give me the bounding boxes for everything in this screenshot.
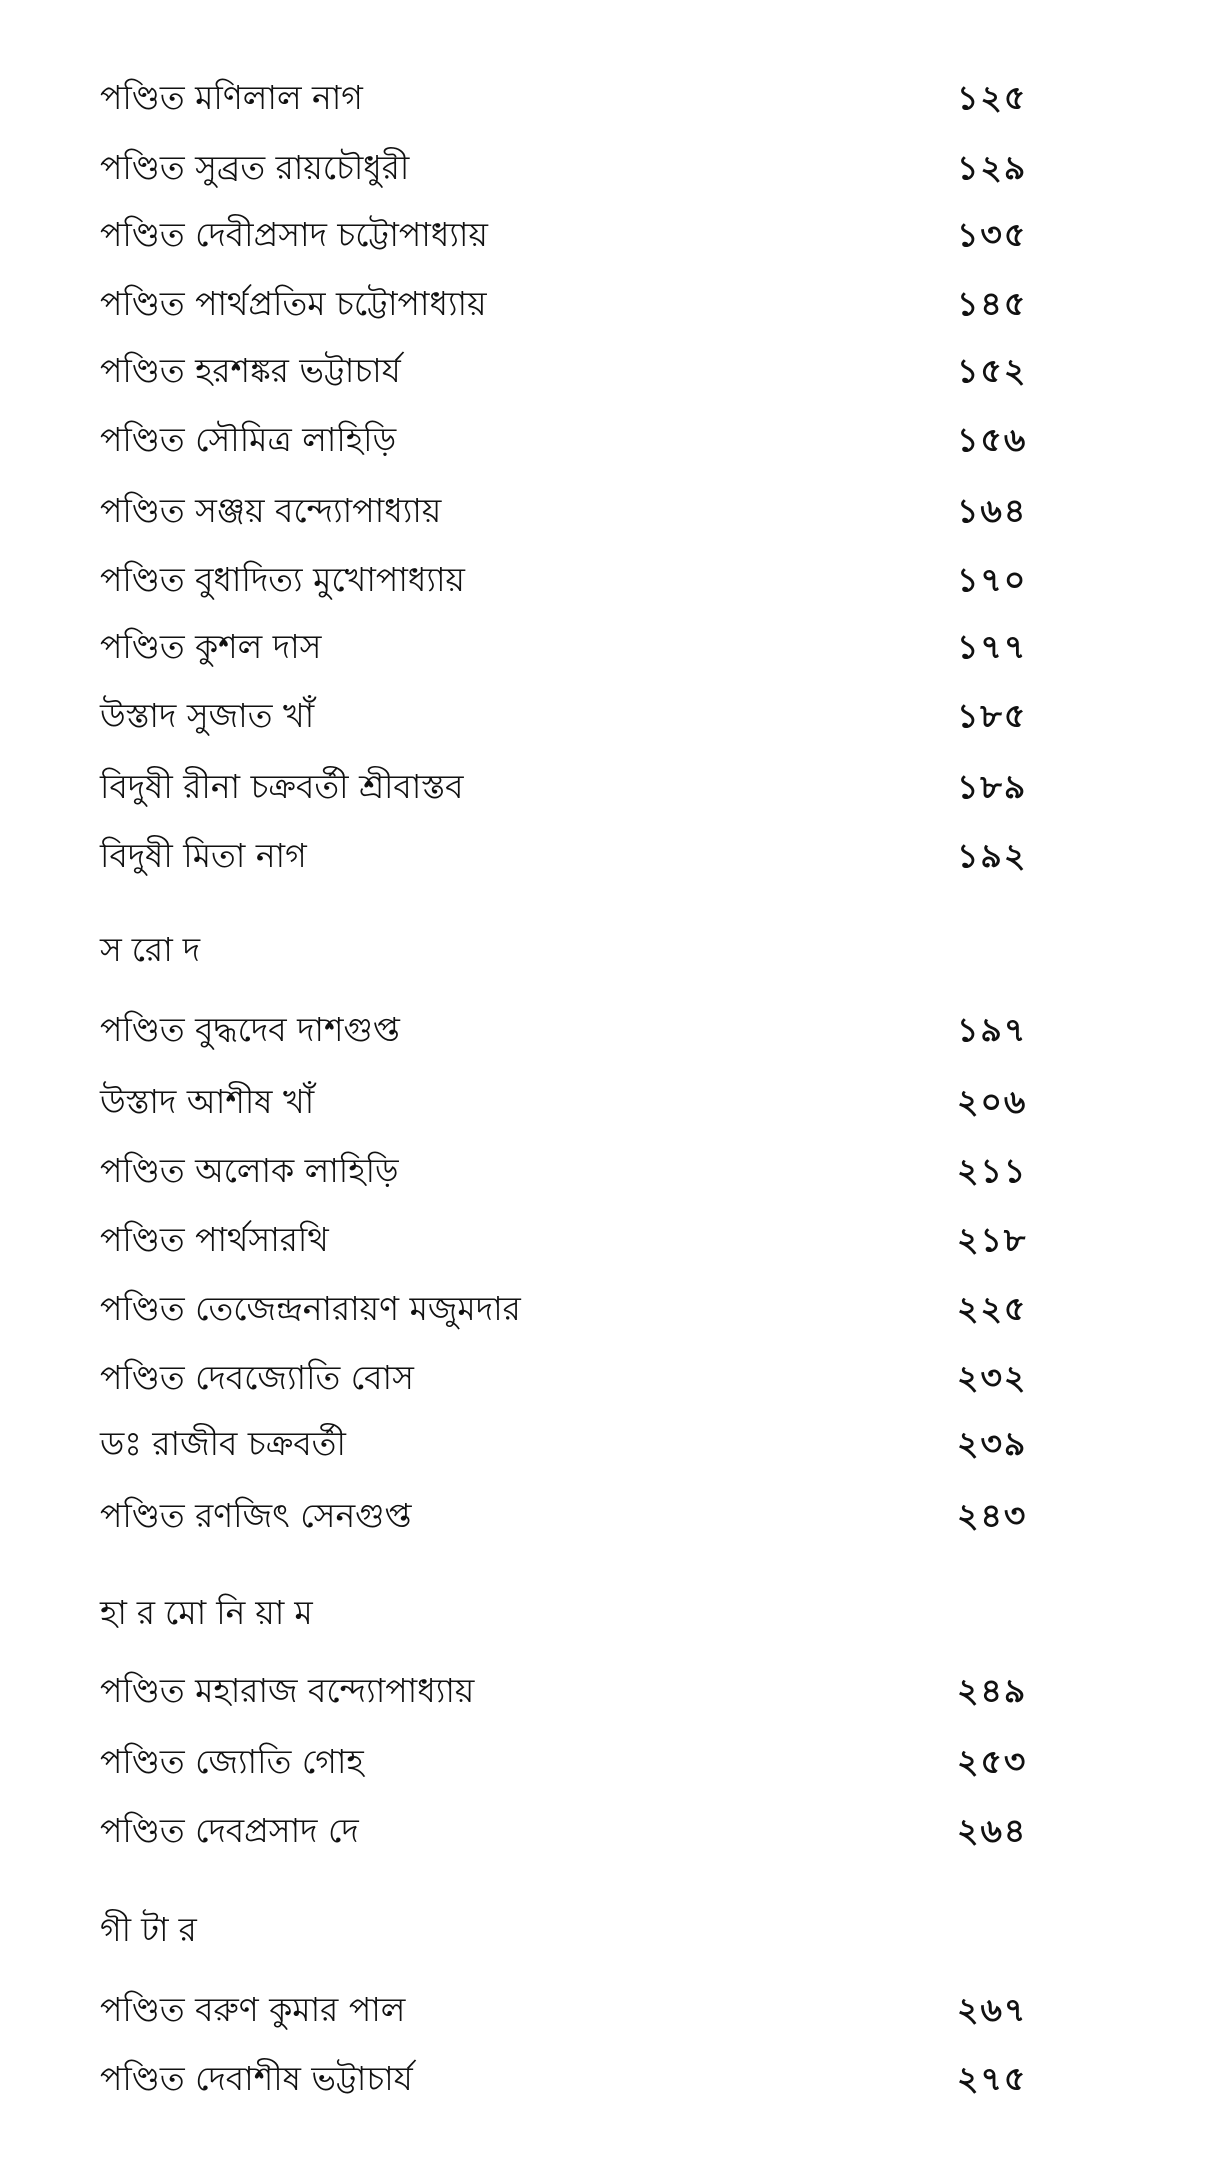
- entry-page-number: ২৭৫: [957, 2059, 1028, 2098]
- toc-entry: [100, 1007, 1060, 1057]
- toc-entry: [100, 1739, 1060, 1789]
- toc-entry: [100, 75, 1060, 125]
- entry-page-number: ১৫৬: [957, 420, 1028, 459]
- entry-name: পণ্ডিত মণিলাল নাগ: [100, 78, 363, 117]
- entry-name: পণ্ডিত বরুণ কুমার পাল: [100, 1990, 406, 2029]
- entry-page-number: ১৯২: [957, 836, 1028, 875]
- section-heading: সরোদ: [100, 930, 211, 969]
- entry-name: উস্তাদ আশীষ খাঁ: [100, 1082, 315, 1121]
- entry-name: পণ্ডিত দেবপ্রসাদ দে: [100, 1811, 359, 1850]
- entry-page-number: ২১১: [957, 1151, 1028, 1190]
- entry-page-number: ১২৫: [957, 78, 1028, 117]
- entry-page-number: ১৮৫: [957, 696, 1028, 735]
- entry-name: পণ্ডিত জ্যোতি গোহ: [100, 1742, 364, 1781]
- entry-page-number: ২৬৭: [957, 1990, 1028, 2029]
- toc-entry: [100, 488, 1060, 538]
- entry-page-number: ১২৯: [957, 148, 1028, 187]
- entry-name: পণ্ডিত দেবীপ্রসাদ চট্টোপাধ্যায়: [100, 215, 488, 254]
- entry-page-number: ২০৬: [957, 1082, 1028, 1121]
- entry-name: পণ্ডিত সুব্রত রায়চৌধুরী: [100, 148, 410, 187]
- entry-name: বিদুষী রীনা চক্রবর্তী শ্রীবাস্তব: [100, 767, 464, 806]
- entry-page-number: ১৯৭: [957, 1010, 1028, 1049]
- entry-page-number: ২৪৯: [957, 1671, 1028, 1710]
- entry-name: পণ্ডিত দেবজ্যোতি বোস: [100, 1358, 414, 1397]
- entry-name: পণ্ডিত তেজেন্দ্রনারায়ণ মজুমদার: [100, 1289, 521, 1328]
- entry-name: পণ্ডিত সঞ্জয় বন্দ্যোপাধ্যায়: [100, 491, 442, 530]
- toc-entry: [100, 833, 1060, 883]
- toc-entry: [100, 624, 1060, 674]
- entry-page-number: ২১৮: [957, 1220, 1028, 1259]
- entry-page-number: ১৪৫: [957, 284, 1028, 323]
- entry-page-number: ২২৫: [957, 1289, 1028, 1328]
- toc-entry: [100, 1808, 1060, 1858]
- toc-entry: [100, 212, 1060, 262]
- entry-name: পণ্ডিত বুদ্ধদেব দাশগুপ্ত: [100, 1010, 400, 1049]
- entry-name: পণ্ডিত দেবাশীষ ভট্টাচার্য: [100, 2059, 413, 2098]
- entry-name: পণ্ডিত কুশল দাস: [100, 627, 322, 666]
- entry-page-number: ১৭৭: [957, 627, 1028, 666]
- toc-entry: [100, 557, 1060, 607]
- toc-entry: [100, 348, 1060, 398]
- entry-name: পণ্ডিত রণজিৎ সেনগুপ্ত: [100, 1496, 412, 1535]
- entry-name: পণ্ডিত বুধাদিত্য মুখোপাধ্যায়: [100, 560, 465, 599]
- toc-entry: [100, 1421, 1060, 1471]
- toc-entry: [100, 693, 1060, 743]
- toc-entry: [100, 1987, 1060, 2037]
- entry-page-number: ১৩৫: [957, 215, 1028, 254]
- entry-name: পণ্ডিত সৌমিত্র লাহিড়ি: [100, 420, 397, 459]
- toc-entry: [100, 145, 1060, 195]
- entry-page-number: ২৩২: [957, 1358, 1028, 1397]
- entry-name: পণ্ডিত হরশঙ্কর ভট্টাচার্য: [100, 351, 401, 390]
- entry-name: পণ্ডিত মহারাজ বন্দ্যোপাধ্যায়: [100, 1671, 475, 1710]
- entry-name: ডঃ রাজীব চক্রবর্তী: [100, 1424, 346, 1463]
- entry-page-number: ২৫৩: [957, 1742, 1028, 1781]
- entry-page-number: ২৪৩: [957, 1496, 1028, 1535]
- toc-entry: [100, 2056, 1060, 2106]
- entry-page-number: ১৮৯: [957, 767, 1028, 806]
- toc-entry: [100, 281, 1060, 331]
- entry-page-number: ১৫২: [957, 351, 1028, 390]
- toc-entry: [100, 1668, 1060, 1718]
- entry-page-number: ২৩৯: [957, 1424, 1028, 1463]
- toc-entry: [100, 1217, 1060, 1267]
- toc-entry: [100, 1286, 1060, 1336]
- toc-entry: [100, 764, 1060, 814]
- entry-name: পণ্ডিত অলোক লাহিড়ি: [100, 1151, 399, 1190]
- entry-page-number: ২৬৪: [957, 1811, 1028, 1850]
- section-heading: হারমোনিয়াম: [100, 1593, 323, 1632]
- entry-page-number: ১৭০: [957, 560, 1028, 599]
- toc-entry: [100, 1493, 1060, 1543]
- entry-name: বিদুষী মিতা নাগ: [100, 836, 307, 875]
- entry-name: পণ্ডিত পার্থপ্রতিম চট্টোপাধ্যায়: [100, 284, 487, 323]
- entry-name: উস্তাদ সুজাত খাঁ: [100, 696, 315, 735]
- section-heading: গীটার: [100, 1910, 207, 1949]
- toc-entry: [100, 1355, 1060, 1405]
- toc-entry: [100, 1148, 1060, 1198]
- entry-name: পণ্ডিত পার্থসারথি: [100, 1220, 329, 1259]
- toc-entry: [100, 1079, 1060, 1129]
- toc-entry: [100, 417, 1060, 467]
- entry-page-number: ১৬৪: [957, 491, 1028, 530]
